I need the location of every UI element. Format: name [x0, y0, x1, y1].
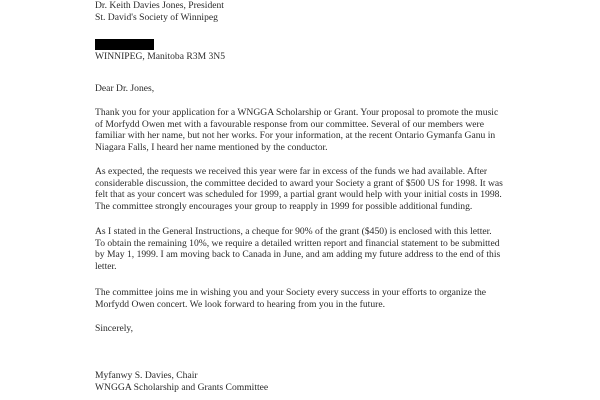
salutation: Dear Dr. Jones,: [95, 83, 155, 94]
paragraph-line: considerable discussion, the committee decided to award your Society a grant of $500 US for 1998. It was: [95, 177, 503, 189]
paragraph-line: Morfydd Owen concert. We look forward to hearing from you in the future.: [95, 298, 385, 310]
recipient-organization: St. David's Society of Winnipeg: [95, 11, 218, 23]
recipient-name: Dr. Keith Davies Jones, President: [95, 0, 224, 11]
redacted-street-address: [95, 39, 154, 50]
paragraph-line: The committee strongly encourages your group to reapply in 1999 for possible additional funding.: [95, 200, 473, 212]
paragraph-line: As I stated in the General Instructions, a cheque for 90% of the grant ($450) is enclosed with this letter.: [95, 226, 492, 237]
paragraph-line: The committee joins me in wishing you and your Society every success in your efforts to organize the: [95, 287, 487, 298]
signature-block: [95, 370, 595, 393]
paragraph-3: [95, 226, 595, 272]
paragraph-2: [95, 166, 595, 212]
paragraph-line: by May 1, 1999. I am moving back to Canada in June, and am adding my future address to the end of this: [95, 249, 501, 260]
salutation-block: [95, 83, 595, 95]
signatory-name: Myfanwy S. Davies, Chair: [95, 370, 198, 381]
recipient-address: [95, 0, 595, 23]
closing: Sincerely,: [95, 323, 134, 334]
paragraph-line: letter.: [95, 260, 117, 272]
closing-block: [95, 323, 595, 335]
paragraph-line: felt that as your concert was scheduled for 1999, a partial grant would help with your initial costs in 1998.: [95, 189, 502, 200]
recipient-city: WINNIPEG, Manitoba R3M 3N5: [95, 51, 226, 62]
signatory-committee: WNGGA Scholarship and Grants Committee: [95, 381, 269, 393]
paragraph-1: [95, 107, 595, 153]
paragraph-line: familiar with her name, but not her works. For your information, at the recent Ontario Gymanfa Ganu in: [95, 130, 496, 141]
paragraph-4: [95, 287, 595, 310]
paragraph-line: To obtain the remaining 10%, we require a detailed written report and financial statement to be submitted: [95, 237, 500, 249]
paragraph-line: of Morfydd Owen met with a favourable response from our committee. Several of our members were: [95, 118, 484, 130]
paragraph-line: As expected, the requests we received this year were far in excess of the funds we had available. After: [95, 166, 488, 177]
recipient-city-block: [95, 51, 595, 63]
paragraph-line: Thank you for your application for a WNGGA Scholarship or Grant. Your proposal to promote the music: [95, 107, 499, 118]
paragraph-line: Niagara Falls, I heard her name mentioned by the conductor.: [95, 141, 328, 153]
